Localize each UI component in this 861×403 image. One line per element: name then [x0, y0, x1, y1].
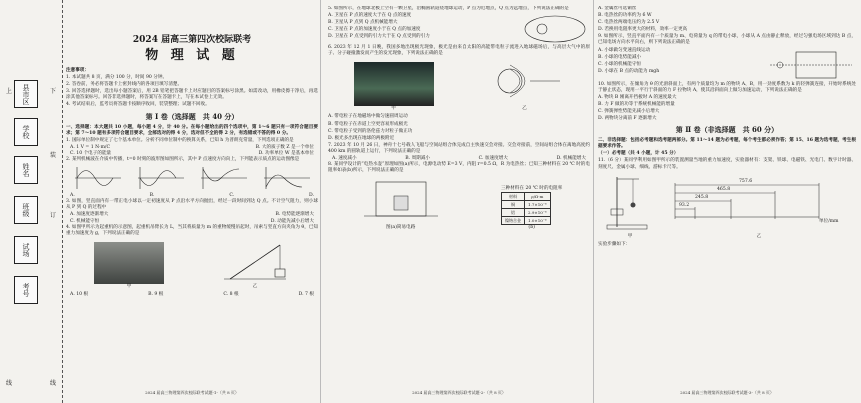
table-cell: 2.9×10⁻⁸: [525, 209, 551, 217]
page-3: [598, 6, 856, 398]
figure-label: 甲: [126, 283, 132, 289]
table-row: [502, 217, 551, 225]
name-field: 姓名: [14, 156, 38, 184]
question-4-figures: [66, 239, 318, 290]
school-field: 学校: [14, 118, 38, 146]
ruler-value: 757.6: [739, 178, 753, 184]
ruler-unit: 单位/mm: [819, 218, 839, 224]
option: C. 8 根: [223, 291, 239, 297]
subject-title: 物 理 试 题: [145, 48, 239, 63]
table-cell: 1.7×10⁻⁸: [525, 201, 551, 209]
question-9: 9. 如图所示，竖直平面内有一个质量为 m、电荷量为 q 的带电小球，小球从 A 点由静止释放，经过匀强电场区域到达 B 点，已知电场方向水平向右，则下列说法正确的是: [598, 34, 856, 46]
question-3: 3. 如图，竖直面内有一带正电小球以一定初速度从 P 点沿水平方向抛出，经过一段时间到达 Q 点。不计空气阻力，则小球从 P 到 Q 的过程中: [66, 199, 318, 211]
note-item: 4. 考试结束后，监考员将答题卡按顺序收回，装袋整理；试题不回收。: [66, 102, 210, 108]
option: D. 若换用电阻率更大的材料，效率一定更高: [598, 27, 688, 33]
aurora-photo: [354, 62, 434, 106]
question-11: 11.（6 分）某同学利用如图甲所示的装置测量当地的重力加速度，实验器材有：支架、铁球、电磁铁、光电门、数字计时器、刻度尺、金属小球、细线、游标卡尺等。: [598, 158, 856, 170]
question-7: 7. 2023 年 10 月 26 日，神舟十七号载人飞船与空间站组合体完成自主快速交会对接。交会对接前，空间站组合体在离地高度约 400 km 的圆轨道上运行，下列说法正确的是: [328, 142, 590, 154]
wave-graph-c: [199, 165, 249, 191]
page-footer: 2024 届高三物理第四次校际联考试题-2-（共 8 页）: [412, 389, 506, 395]
table-row: [502, 209, 551, 217]
question-5: 5. 如图所示，在地球北极上空有一颗卫星，沿椭圆轨道绕地球运动，P 点为近地点，Q 点为远地点，下列说法正确的是: [328, 6, 569, 11]
part2-heading: 第 Ⅱ 卷（非选择题 共 60 分）: [675, 125, 779, 135]
option: D. 卫星在 P 点受到的引力大于在 Q 点受到的引力: [328, 34, 430, 40]
binding-mark: 上: [6, 88, 13, 95]
page-footer: 2024 届高三物理第四次校际联考试题-3-（共 8 页）: [680, 389, 774, 395]
apparatus-diagram: [605, 173, 655, 231]
question-6: 6. 2023 年 12 月 1 日晚，我国多地出现极光现象，极光是由来自太阳的高能带电粒子流进入地球磁场后，与高层大气中的原子、分子碰撞激发而产生的发光现象，下列说法正确的是: [328, 45, 590, 57]
page-divider: [320, 0, 321, 403]
option: C. 带电粒子受到的洛伦兹力对粒子做正功: [328, 128, 413, 134]
exam-title: 2024 届高三第四次校际联考: [132, 35, 252, 45]
option: B. 小球的电势能减小: [598, 54, 642, 60]
notes-heading: 注意事项：: [66, 68, 89, 73]
figure-label: 图(a)简易电路: [386, 225, 416, 231]
resistivity-table: [501, 192, 551, 225]
part1-intro: 一、选择题：本大题共 10 小题，每小题 4 分，计 40 分。在每小题给出的四个选项中，第 1～6 题只有一项符合题目要求；第 7～10 题有多项符合题目要求，全部选对的得 4 分，选对但不全的得 2 分，有选错或不答的得 0 分。: [66, 124, 318, 136]
option: B.: [149, 193, 155, 199]
question-4-options: [66, 292, 318, 298]
wave-graph-b: [136, 165, 186, 191]
option: A. 金属丝可选铜丝: [598, 6, 637, 11]
magnetic-field-diagram: [485, 59, 565, 103]
note-item: 3. 回答选择题时，选出每小题答案后，用 2B 铅笔把答题卡上对应题目的答案标号涂黑。如需改动，用橡皮擦干净后，再选涂其他答案标号。回答非选择题时，将答案写在答题卡上，写在本试卷上无效。: [66, 89, 318, 101]
table-caption: 三种材料在 20 ℃ 时的电阻率: [501, 185, 563, 191]
option: D. 两物块分离前 F 逐渐增大: [598, 116, 657, 122]
table-cell: 镍铬合金: [502, 217, 525, 225]
option: D. 小球在 B 点的动能为 mgh: [598, 68, 660, 74]
question-4: 4. 如图甲所示为起重机的示意图，起重机吊臂长为 L，当其将质量为 m 的重物缓慢吊起时，吊索与竖直方向夹角为 θ，已知重力加速度为 g，下列说法正确的是: [66, 224, 318, 236]
option: C. 弹簧弹性势能先减小后增大: [598, 108, 660, 114]
page-1: [66, 6, 318, 398]
figure-label: (b): [528, 225, 535, 231]
option: B. 9 根: [148, 291, 164, 297]
option: C. 电热丝两端电压约为 2.5 V: [598, 20, 660, 26]
question-6-figures: [328, 59, 590, 112]
option: B. 周期减小: [405, 156, 430, 162]
option: A. 带电粒子在地磁场中做匀速圆周运动: [328, 114, 408, 120]
option: B. 带电粒子在赤道上空更容易形成极光: [328, 121, 408, 127]
option: B. 大的质子数 Z 是一个单位: [255, 144, 314, 150]
orbit-diagram: [520, 13, 590, 45]
question-11-steps: 实验步骤如下：: [598, 241, 631, 247]
option: A.: [70, 193, 75, 199]
question-2: 2. 某列机械波在介质中传播，t=0 时刻的波形图如图所示，其中 P 点速度方向向上，下列能表示质点的运动图像是: [66, 157, 300, 163]
question-1: 1. 国际单位制中规定了七个基本单位。分析不同单位制中的换算关系，已知 h 为普朗克常量，下列选项正确的是: [66, 137, 294, 143]
option: D. 机械能增大: [556, 156, 586, 162]
part2-intro: 二、非选择题：包括必考题和选考题两部分。第 11～14 题为必考题，每个考生都必须作答；第 15、16 题为选考题，考生根据要求作答。: [598, 138, 856, 150]
option: A. 卫星在 P 点的速度大于在 Q 点的速度: [328, 13, 412, 19]
option: C. 卫星在 P 点的加速度小于在 Q 点的加速度: [328, 27, 421, 33]
question-8: 8. 某同学设计的“电热水壶”原理如图(a)所示，电源电动势 E=3 V，内阻 r=0.5 Ω，R 为电热丝；已知三种材料在 20 ℃ 时的电阻率如表(b)所示，下列说法正确的是: [328, 162, 590, 174]
ruler-value: 93.2: [679, 202, 690, 208]
question-10: 10. 如图所示，在倾角为 θ 的光滑斜面上，有两个质量均为 m 的物块 A、B，用一劲度系数为 k 的轻弹簧连接，开始时系统处于静止状态，现用一平行于斜面的力 F 拉物块 A，使其沿斜面向上做匀加速运动，下列说法正确的是: [598, 81, 856, 93]
binding-strip: [0, 0, 63, 403]
option: A. 1 V = 1 N·m/C: [70, 144, 110, 150]
binding-mark: 线: [6, 380, 13, 387]
option: B. 电势能逐渐增大: [275, 212, 314, 218]
table-header-row: [502, 193, 551, 201]
crane-photo: [94, 242, 164, 284]
ruler-value: 245.8: [695, 194, 709, 200]
figure-label: 甲: [627, 233, 633, 239]
figure-label: 乙: [522, 106, 527, 112]
binding-mark: 订: [50, 212, 57, 219]
question-11-figures: [598, 173, 856, 240]
field-region-diagram: [766, 48, 856, 82]
crane-diagram: [220, 239, 290, 281]
wave-graph-a: [73, 165, 123, 191]
wave-graph-d: [262, 165, 312, 191]
binding-mark: 下: [50, 88, 57, 95]
option: D. 动能先减小后增大: [270, 218, 314, 224]
page-2: [328, 6, 590, 398]
required-section-heading: （一）必考题（共 4 小题，计 45 分）: [598, 151, 679, 157]
question-2-figures: [66, 165, 318, 191]
figure-label: 乙: [252, 283, 258, 289]
option: C. 加速度增大: [478, 156, 508, 162]
option: D.: [309, 193, 314, 199]
option: D. 7 根: [298, 291, 314, 297]
option: A. 加速度逐渐增大: [70, 212, 109, 218]
table-header: ρ/Ω·m: [525, 193, 551, 201]
option: D. 功率单位 W 是基本单位: [258, 150, 314, 156]
table-header: 材料: [502, 193, 525, 201]
figure-label: 乙: [756, 233, 762, 239]
option: D. 极光多出现在地球的两极附近: [328, 135, 395, 141]
option: A. 小球做匀变速直线运动: [598, 47, 651, 53]
option: B. 卫星从 P 点到 Q 点机械能增大: [328, 20, 398, 26]
part1-heading: 第 Ⅰ 卷（选择题 共 40 分）: [145, 111, 239, 121]
option: A. 速度减小: [332, 156, 357, 162]
binding-mark: 装: [50, 152, 57, 159]
binding-mark: 线: [50, 380, 57, 387]
county-field: 县市区: [14, 80, 38, 108]
ruler-value: 465.8: [717, 186, 731, 192]
option: C. 10 个电子的能量: [70, 150, 112, 156]
table-row: [502, 201, 551, 209]
option: B. 电热丝的功率约为 6 W: [598, 13, 652, 19]
option: A. 10 根: [70, 291, 89, 297]
option: C.: [229, 193, 235, 199]
class-field: 班级: [14, 196, 38, 224]
option: C. 小球的机械能守恒: [598, 61, 642, 67]
option: C. 机械能守恒: [70, 218, 100, 224]
figure-label: 甲: [391, 106, 396, 112]
table-cell: 铝: [502, 209, 525, 217]
table-cell: 铜: [502, 201, 525, 209]
exam-room-field: 试场: [14, 236, 38, 264]
option: B. 力 F 做的功等于系统机械能的增量: [598, 101, 675, 107]
circuit-diagram: [356, 176, 446, 222]
question-8-figures: [328, 176, 590, 231]
page-footer: 2024 届高三物理第四次校际联考试题-1-（共 8 页）: [145, 389, 239, 395]
option: A. 物块 B 刚离开挡板时 A 的速度最大: [598, 94, 677, 100]
exam-number-field: 考号: [14, 276, 38, 304]
note-item: 2. 答卷前，务必将答题卡上密封线内的各项目填写清楚。: [66, 82, 183, 88]
table-cell: 1.0×10⁻⁶: [525, 217, 551, 225]
page-divider: [593, 0, 594, 403]
note-item: 1. 本试题共 8 页，满分 100 分，时间 90 分钟。: [66, 75, 168, 81]
